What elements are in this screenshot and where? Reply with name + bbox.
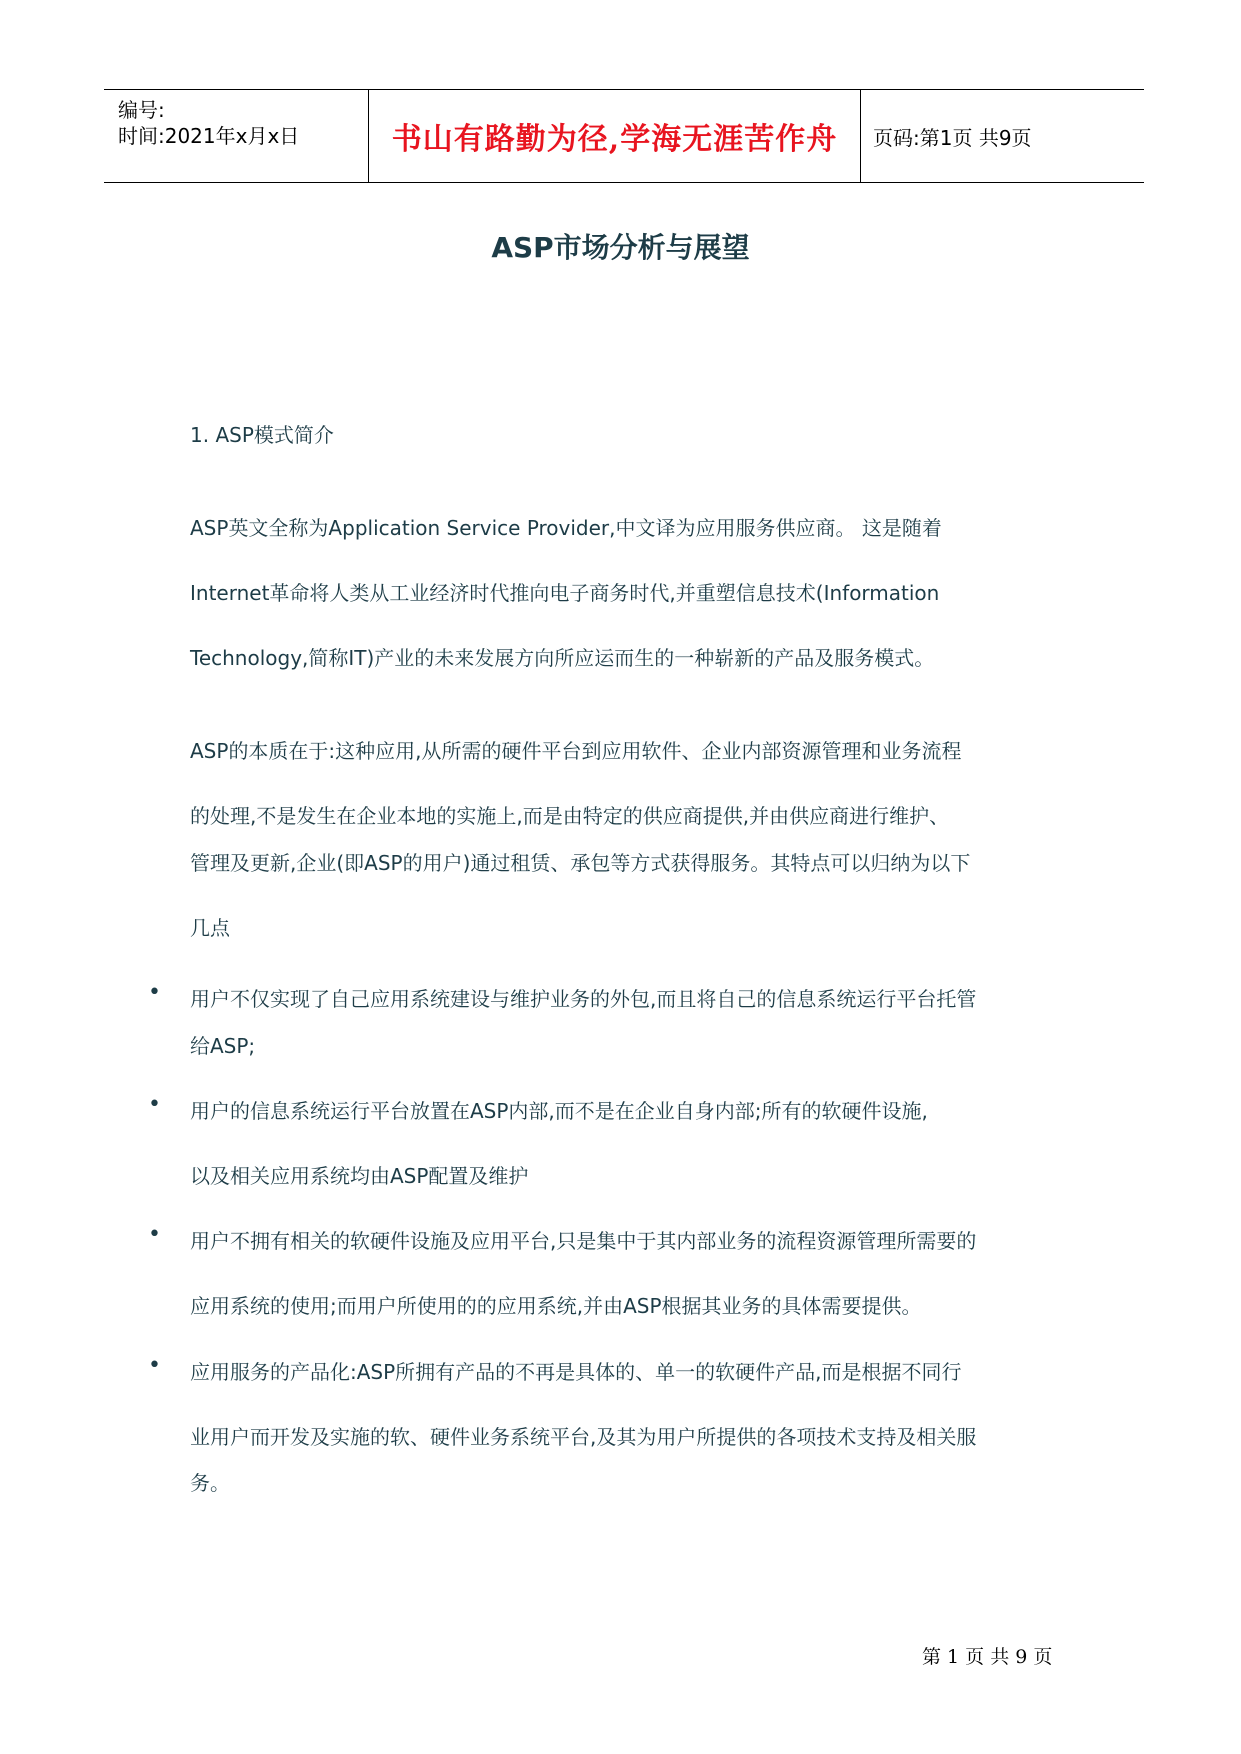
bullet-line: 务。: [190, 1471, 230, 1495]
paragraph-line: ASP的本质在于:这种应用,从所需的硬件平台到应用软件、企业内部资源管理和业务流程: [190, 739, 962, 763]
bullet-line: 应用系统的使用;而用户所使用的的应用系统,并由ASP根据其业务的具体需要提供。: [190, 1294, 922, 1318]
bullet-line: 用户不拥有相关的软硬件设施及应用平台,只是集中于其内部业务的流程资源管理所需要的: [190, 1229, 977, 1253]
document-time-label: 时间:2021年x月x日: [118, 124, 300, 148]
header-motto-cell: [369, 90, 861, 182]
bullet-icon: •: [148, 1222, 161, 1247]
section-heading: 1. ASP模式简介: [190, 423, 334, 447]
motto-text: 书山有路勤为径,学海无涯苦作舟: [391, 122, 838, 157]
paragraph-line: ASP英文全称为Application Service Provider,中文译为应用服务供应商。 这是随着: [190, 516, 942, 540]
bullet-line: 业用户而开发及实施的软、硬件业务系统平台,及其为用户所提供的各项技术支持及相关服: [190, 1425, 977, 1449]
bullet-icon: •: [148, 1353, 161, 1378]
header-page-info: 页码:第1页 共9页: [873, 125, 1032, 150]
paragraph-line: 几点: [190, 916, 230, 940]
footer-page-number: 第 1 页 共 9 页: [922, 1646, 1053, 1668]
bullet-line: 用户的信息系统运行平台放置在ASP内部,而不是在企业自身内部;所有的软硬件设施,: [190, 1099, 928, 1123]
bullet-line: 给ASP;: [190, 1034, 256, 1058]
header-table: [104, 89, 1144, 183]
header-page-cell: [861, 90, 1144, 182]
header-meta-cell: [104, 90, 369, 182]
bullet-line: 应用服务的产品化:ASP所拥有产品的不再是具体的、单一的软硬件产品,而是根据不同行: [190, 1360, 962, 1384]
paragraph-line: 管理及更新,企业(即ASP的用户)通过租赁、承包等方式获得服务。其特点可以归纳为以下: [190, 851, 971, 875]
paragraph-line: Technology,简称IT)产业的未来发展方向所应运而生的一种崭新的产品及服务模式。: [190, 646, 935, 670]
bullet-line: 用户不仅实现了自己应用系统建设与维护业务的外包,而且将自己的信息系统运行平台托管: [190, 987, 977, 1011]
paragraph-line: Internet革命将人类从工业经济时代推向电子商务时代,并重塑信息技术(Information: [190, 581, 940, 605]
bullet-icon: •: [148, 1092, 161, 1117]
document-number-label: 编号:: [118, 98, 165, 122]
document-title: ASP市场分析与展望: [491, 231, 750, 264]
bullet-icon: •: [148, 980, 161, 1005]
bullet-line: 以及相关应用系统均由ASP配置及维护: [190, 1164, 529, 1188]
paragraph-line: 的处理,不是发生在企业本地的实施上,而是由特定的供应商提供,并由供应商进行维护、: [190, 804, 950, 828]
